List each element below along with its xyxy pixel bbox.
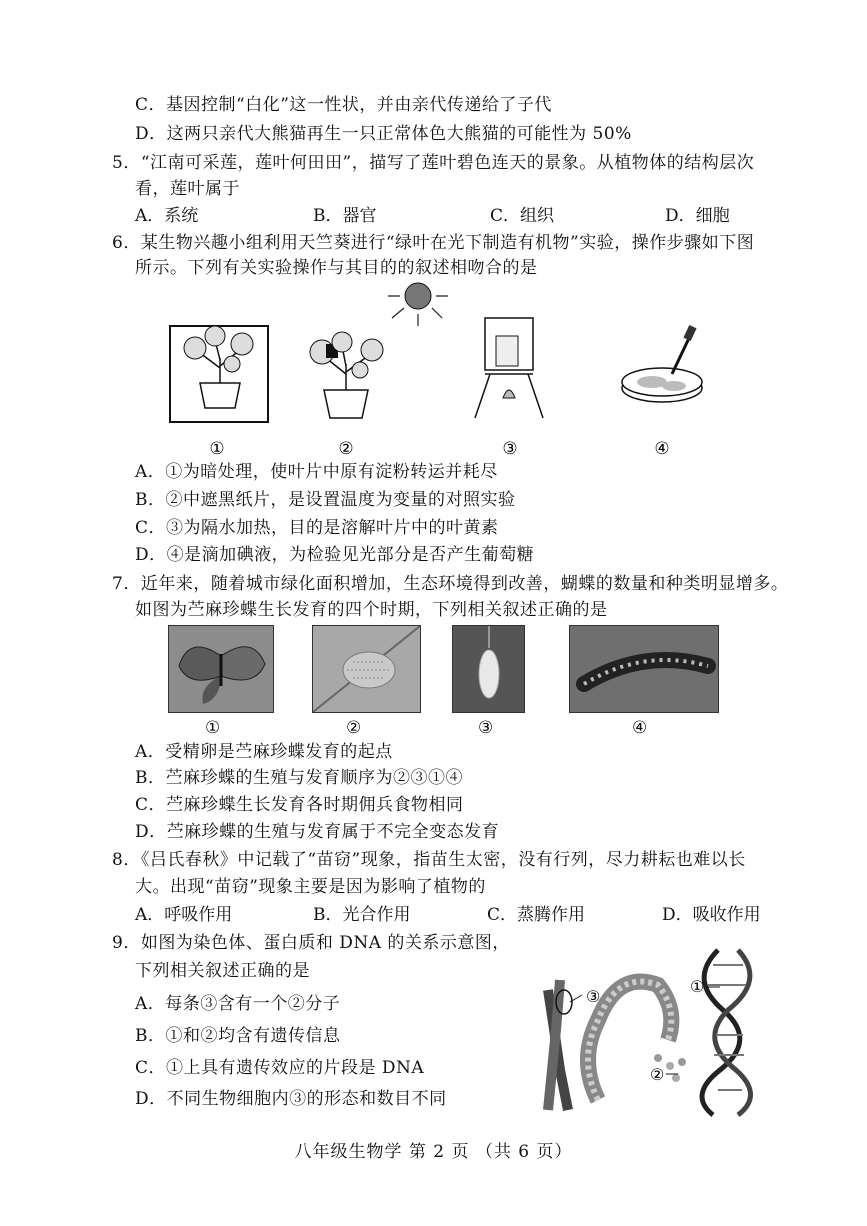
q6-option-b: B．②中遮黑纸片，是设置温度为变量的对照实验 bbox=[135, 490, 516, 510]
leaf-eggs-icon bbox=[313, 626, 420, 712]
q9-fig-label-3: ③ bbox=[586, 987, 601, 1006]
dark-box-plant-icon bbox=[170, 326, 268, 422]
q6-option-d: D．④是滴加碘液，为检验见光部分是否产生葡萄糖 bbox=[135, 545, 535, 565]
q7-fig-label-2: ② bbox=[346, 718, 362, 738]
q9-option-c: C．①上具有遗传效应的片段是 DNA bbox=[135, 1058, 425, 1078]
caterpillar-icon bbox=[570, 626, 718, 712]
q7-option-d: D．苎麻珍蝶的生殖与发育属于不完全变态发育 bbox=[135, 822, 500, 842]
q7-fig-label-3: ③ bbox=[478, 718, 494, 738]
water-bath-icon bbox=[475, 318, 543, 418]
q9-fig-label-2: ② bbox=[650, 1065, 665, 1084]
covered-leaf-plant-icon bbox=[310, 332, 383, 418]
q7-option-b: B．苎麻珍蝶的生殖与发育顺序为②③①④ bbox=[135, 768, 463, 788]
q6-stem-line2: 所示。下列有关实验操作与其目的的叙述相吻合的是 bbox=[135, 258, 538, 278]
q7-stem-line2: 如图为苎麻珍蝶生长发育的四个时期，下列相关叙述正确的是 bbox=[135, 600, 608, 620]
q6-fig-label-4: ④ bbox=[654, 439, 670, 456]
q8-stem-line1: 8．《吕氏春秋》中记载了“苗窃”现象，指苗生太密，没有行列，尽力耕耘也难以长 bbox=[112, 850, 746, 870]
butterfly-icon bbox=[169, 626, 273, 712]
prev-option-c: C．基因控制“白化”这一性状，并由亲代传递给了子代 bbox=[135, 95, 552, 115]
q8-option-a: A．呼吸作用 bbox=[135, 905, 233, 925]
q7-fig-label-1: ① bbox=[205, 718, 221, 738]
chromosome-icon bbox=[548, 980, 572, 1110]
q7-option-a: A．受精卵是苎麻珍蝶发育的起点 bbox=[135, 742, 393, 762]
q9-stem-line1: 9．如图为染色体、蛋白质和 DNA 的关系示意图， bbox=[112, 933, 510, 953]
pupa-icon bbox=[453, 626, 524, 712]
sun-icon bbox=[388, 283, 448, 326]
q6-stem-line1: 6．某生物兴趣小组利用天竺葵进行“绿叶在光下制造有机物”实验，操作步骤如下图 bbox=[112, 233, 755, 253]
q9-option-b: B．①和②均含有遗传信息 bbox=[135, 1026, 341, 1046]
q5-stem-line1: 5．“江南可采莲，莲叶何田田”，描写了莲叶碧色连天的景象。从植物体的结构层次 bbox=[112, 153, 755, 173]
q5-option-c: C．组织 bbox=[490, 206, 555, 226]
q6-fig-label-1: ① bbox=[209, 439, 225, 456]
q6-option-a: A．①为暗处理，使叶片中原有淀粉转运并耗尽 bbox=[135, 462, 498, 482]
q8-option-b: B．光合作用 bbox=[313, 905, 411, 925]
q7-option-c: C．苎麻珍蝶生长发育各时期佣兵食物相同 bbox=[135, 795, 464, 815]
q8-stem-line2: 大。出现“苗窃”现象主要是因为影响了植物的 bbox=[135, 877, 486, 897]
q9-option-a: A．每条③含有一个②分子 bbox=[135, 994, 341, 1014]
q5-option-d: D．细胞 bbox=[665, 206, 730, 226]
prev-option-d: D．这两只亲代大熊猫再生一只正常体色大熊猫的可能性为 50% bbox=[135, 124, 632, 144]
q9-chromosome-dna-figure bbox=[538, 940, 758, 1118]
q6-experiment-figure bbox=[160, 278, 720, 456]
q9-fig-label-1: ① bbox=[690, 977, 705, 996]
q8-option-c: C．蒸腾作用 bbox=[487, 905, 586, 925]
q6-option-c: C．③为隔水加热，目的是溶解叶片中的叶黄素 bbox=[135, 518, 499, 538]
dna-helix-icon bbox=[702, 950, 750, 1115]
q7-fig-label-4: ④ bbox=[632, 718, 648, 738]
q9-stem-line2: 下列相关叙述正确的是 bbox=[135, 961, 310, 981]
q7-stem-line1: 7．近年来，随着城市绿化面积增加，生态环境得到改善，蝴蝶的数量和种类明显增多。 bbox=[112, 574, 789, 594]
pupa-photo bbox=[452, 625, 525, 713]
petri-dish-dropper-icon bbox=[622, 325, 702, 402]
q5-stem-line2: 看，莲叶属于 bbox=[135, 179, 240, 199]
q8-option-d: D．吸收作用 bbox=[662, 905, 761, 925]
q6-fig-label-2: ② bbox=[338, 439, 354, 456]
q5-option-a: A．系统 bbox=[135, 206, 199, 226]
q9-option-d: D．不同生物细胞内③的形态和数目不同 bbox=[135, 1089, 447, 1109]
eggs-on-leaf-photo bbox=[312, 625, 421, 713]
q5-option-b: B．器官 bbox=[313, 206, 377, 226]
page-footer: 八年级生物学 第 2 页 （共 6 页） bbox=[294, 1142, 573, 1162]
caterpillar-photo bbox=[569, 625, 719, 713]
q6-fig-label-3: ③ bbox=[502, 439, 518, 456]
butterfly-adult-photo bbox=[168, 625, 274, 713]
